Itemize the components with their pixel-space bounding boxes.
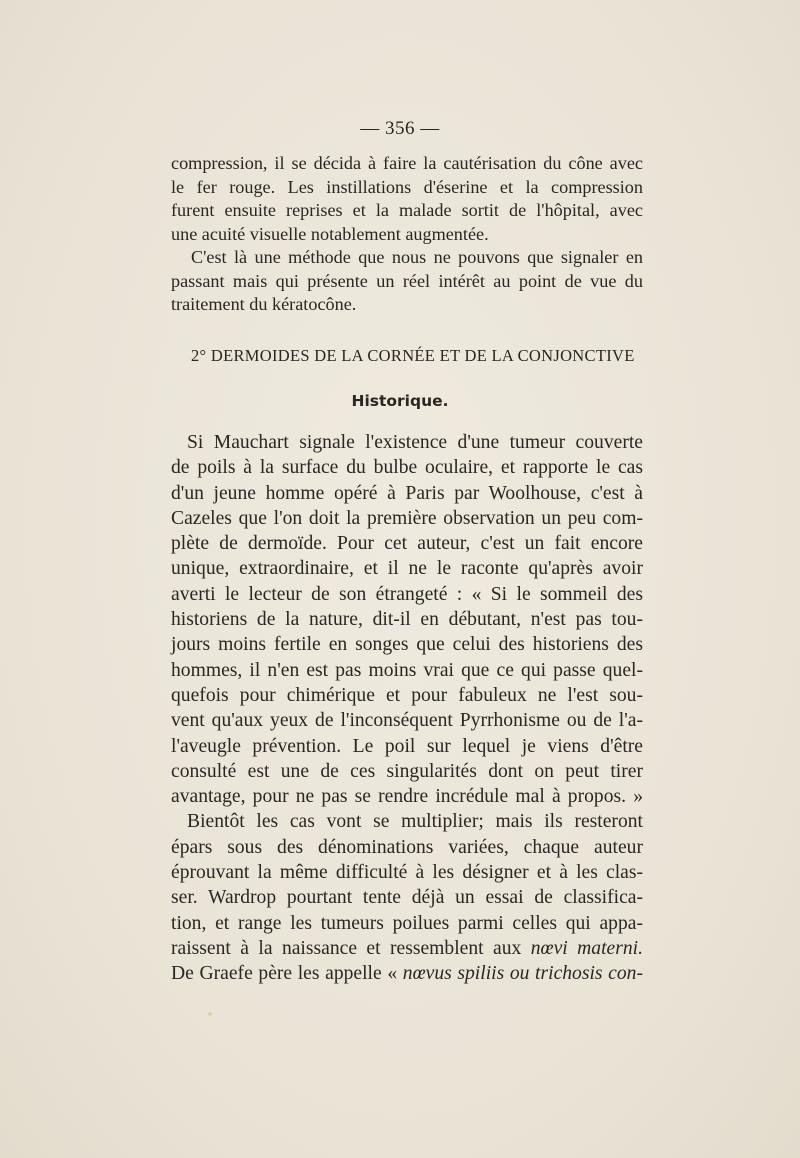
text-line: l'aveugle prévention. Le poil sur lequel je viens d'être bbox=[171, 735, 643, 757]
text-line: ser. Wardrop pourtant tente déjà un essai de classifica- bbox=[171, 887, 643, 909]
paragraph-methode bbox=[171, 246, 643, 317]
section-title: 2° DERMOIDES DE LA CORNÉE ET DE LA CONJONCTIVE bbox=[191, 346, 635, 365]
text-line: avantage, pour ne pas se rendre incrédule mal à propos. » bbox=[171, 786, 643, 808]
text-line: le fer rouge. Les instillations d'éserine et la compression bbox=[171, 176, 643, 197]
text-line: plète de dermoïde. Pour cet auteur, c'est un fait encore bbox=[171, 533, 643, 555]
paragraph-mauchart bbox=[171, 430, 643, 809]
text-line: vent qu'aux yeux de l'inconséquent Pyrrhonisme ou de l'a- bbox=[171, 710, 643, 732]
text-line: C'est là une méthode que nous ne pouvons que signaler en bbox=[191, 247, 643, 267]
text-fragment: raissent à la naissance et ressemblent aux bbox=[171, 937, 531, 959]
text-line: Si Mauchart signale l'existence d'une tumeur couverte bbox=[187, 432, 643, 453]
italic-term: nœvi materni. bbox=[530, 937, 643, 959]
text-line: de poils à la surface du bulbe oculaire, et rapporte le cas bbox=[171, 457, 643, 479]
text-line: compression, il se décida à faire la cautérisation du cône avec bbox=[171, 153, 643, 173]
top-text-block bbox=[171, 152, 643, 317]
text-line-graefe bbox=[171, 961, 643, 986]
text-line: quefois pour chimérique et pour fabuleux ne l'est sou- bbox=[171, 684, 643, 706]
text-line: averti le lecteur de son étrangeté : « Si le sommeil des bbox=[171, 583, 643, 605]
main-text-block bbox=[171, 430, 643, 987]
paragraph-bientot bbox=[171, 809, 643, 986]
text-line-naevi bbox=[171, 936, 643, 961]
sub-title: Historique. bbox=[351, 392, 449, 410]
text-fragment: De Graefe père les appelle « bbox=[171, 963, 403, 985]
text-line: Bientôt les cas vont se multiplier; mais ils resteront bbox=[187, 811, 643, 833]
text-line: jours moins fertile en songes que celui des historiens des bbox=[171, 634, 643, 656]
text-line: consulté est une de ces singularités dont on peut tirer bbox=[171, 760, 643, 782]
paper-speck bbox=[208, 1012, 212, 1016]
text-line: épars sous des dénominations variées, chaque auteur bbox=[171, 836, 643, 858]
text-line: unique, extraordinaire, et il ne le raconte qu'après avoir bbox=[171, 558, 643, 580]
page-number: — 356 — bbox=[360, 118, 440, 139]
text-line: Cazeles que l'on doit la première observation un peu com- bbox=[171, 507, 643, 529]
text-line: une acuité visuelle notablement augmentée. bbox=[171, 223, 489, 244]
paragraph-kerato-end bbox=[171, 152, 643, 246]
text-line: tion, et range les tumeurs poilues parmi celles qui appa- bbox=[171, 912, 643, 934]
text-line: éprouvant la même difficulté à les désigner et à les clas- bbox=[171, 862, 643, 884]
text-line: passant mais qui présente un réel intérêt au point de vue du bbox=[171, 270, 643, 291]
text-line: furent ensuite reprises et la malade sortit de l'hôpital, avec bbox=[171, 200, 643, 220]
text-line: hommes, il n'en est pas moins vrai que ce qui passe quel- bbox=[171, 659, 643, 681]
text-line: historiens de la nature, dit-il en débutant, n'est pas tou- bbox=[171, 609, 643, 631]
text-line: d'un jeune homme opéré à Paris par Woolhouse, c'est à bbox=[171, 482, 643, 504]
italic-term: nœvus spiliis ou trichosis con- bbox=[402, 963, 643, 985]
text-line: traitement du kératocône. bbox=[171, 294, 357, 314]
